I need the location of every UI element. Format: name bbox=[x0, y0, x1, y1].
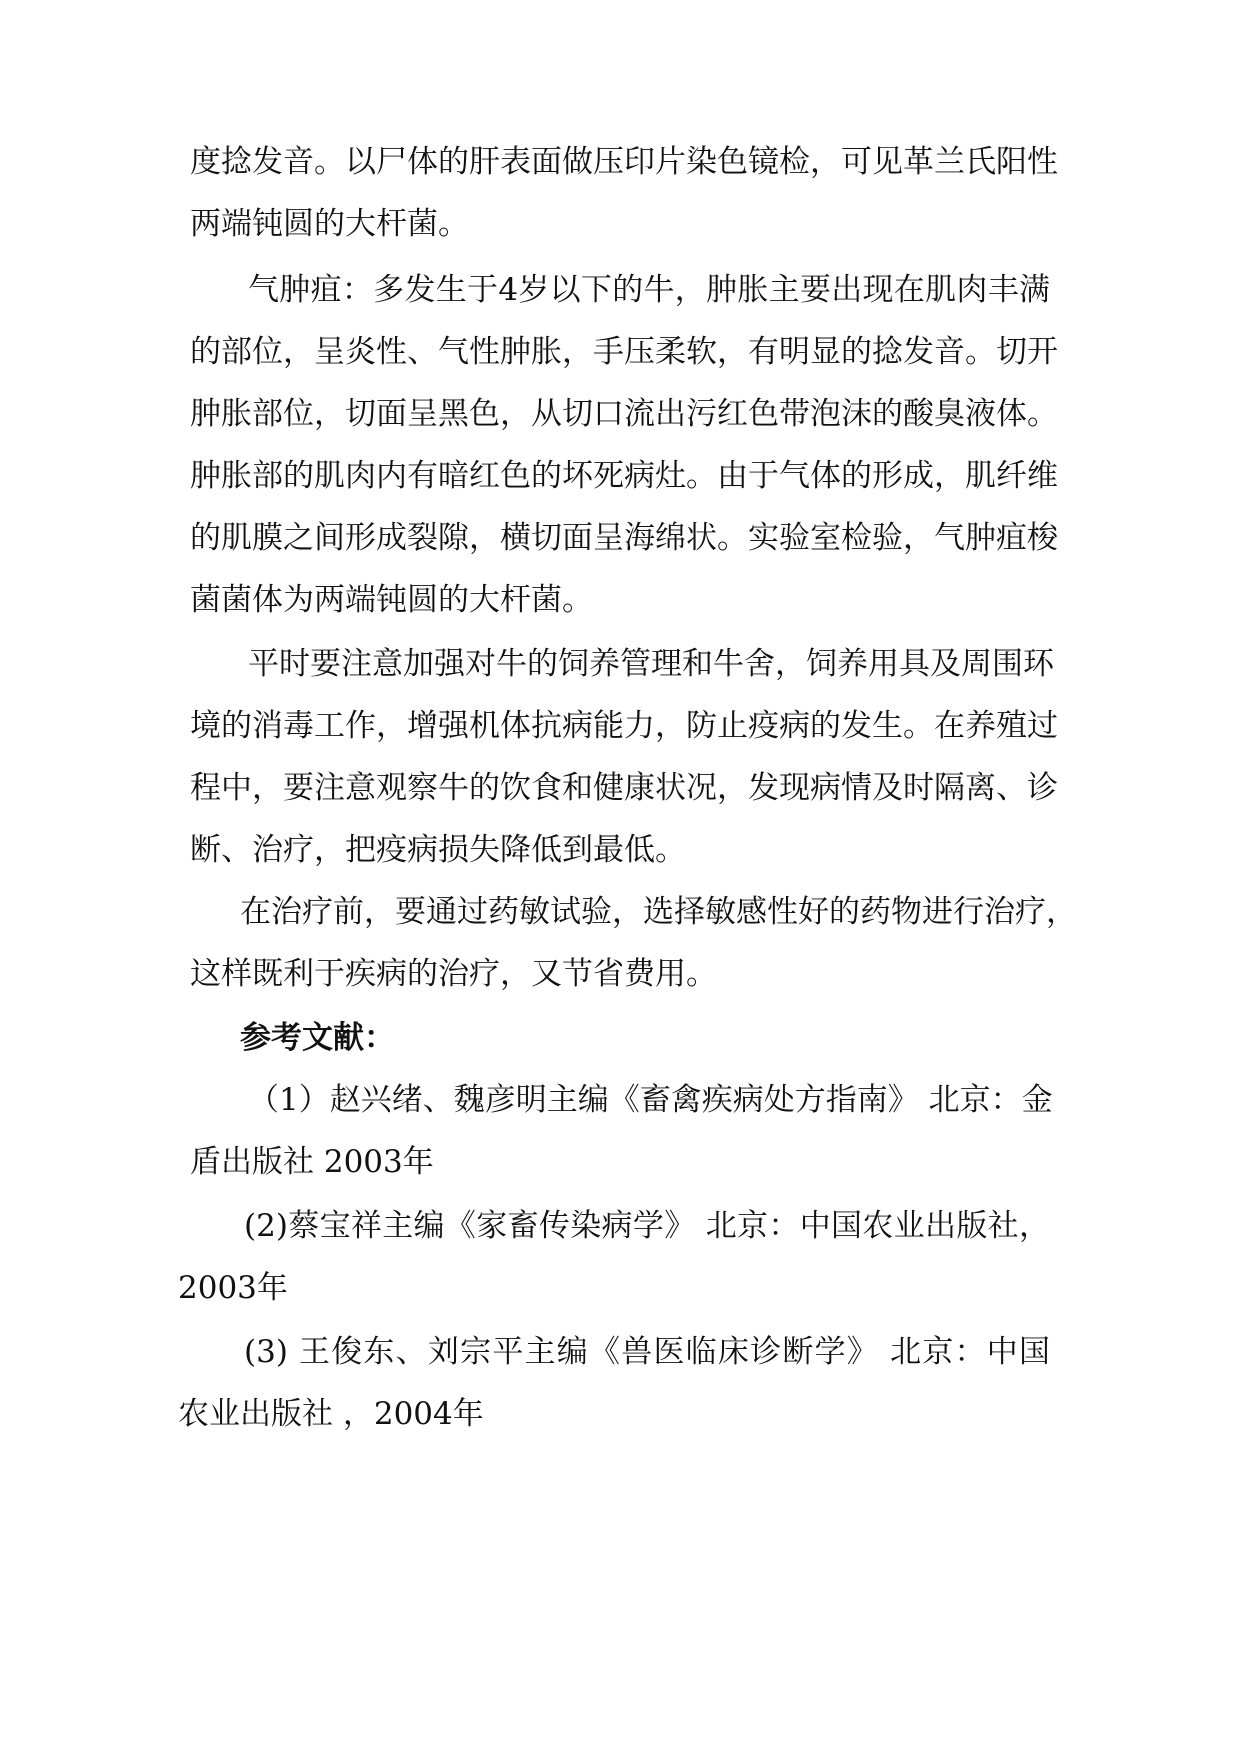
text-line: 程中，要注意观察牛的饮食和健康状况，发现病情及时隔离、诊 bbox=[190, 770, 1058, 806]
reference-line: 2003年 bbox=[178, 1270, 288, 1306]
text-line: 肿胀部位，切面呈黑色，从切口流出污红色带泡沫的酸臭液体。 bbox=[190, 396, 1058, 432]
text-line: 的部位，呈炎性、气性肿胀，手压柔软，有明显的捻发音。切开 bbox=[190, 334, 1058, 370]
text-line: 肿胀部的肌肉内有暗红色的坏死病灶。由于气体的形成，肌纤维 bbox=[190, 458, 1058, 494]
reference-line: (3) 王俊东、刘宗平主编《兽医临床诊断学》 北京：中国 bbox=[244, 1334, 1050, 1370]
reference-line: （1）赵兴绪、魏彦明主编《畜禽疾病处方指南》 北京：金 bbox=[248, 1082, 1053, 1118]
text-line: 断、治疗，把疫病损失降低到最低。 bbox=[190, 832, 686, 868]
text-line: 在治疗前，要通过药敏试验，选择敏感性好的药物进行治疗， bbox=[240, 894, 1077, 930]
references-heading: 参考文献： bbox=[240, 1020, 395, 1056]
text-line: 菌菌体为两端钝圆的大杆菌。 bbox=[190, 582, 593, 618]
text-line: 的肌膜之间形成裂隙，横切面呈海绵状。实验室检验，气肿疽梭 bbox=[190, 520, 1058, 556]
text-line: 两端钝圆的大杆菌。 bbox=[190, 206, 469, 242]
reference-line: (2)蔡宝祥主编《家畜传染病学》 北京：中国农业出版社， bbox=[244, 1208, 1050, 1244]
text-line: 平时要注意加强对牛的饲养管理和牛舍，饲养用具及周围环 bbox=[248, 646, 1054, 682]
reference-line: 盾出版社 2003年 bbox=[190, 1144, 434, 1180]
text-line: 度捻发音。以尸体的肝表面做压印片染色镜检，可见革兰氏阳性 bbox=[190, 144, 1058, 180]
reference-line: 农业出版社 ，2004年 bbox=[178, 1396, 484, 1432]
text-line: 这样既利于疾病的治疗，又节省费用。 bbox=[190, 956, 717, 992]
text-line: 气肿疽：多发生于4岁以下的牛，肿胀主要出现在肌肉丰满 bbox=[248, 272, 1050, 308]
text-line: 境的消毒工作，增强机体抗病能力，防止疫病的发生。在养殖过 bbox=[190, 708, 1058, 744]
